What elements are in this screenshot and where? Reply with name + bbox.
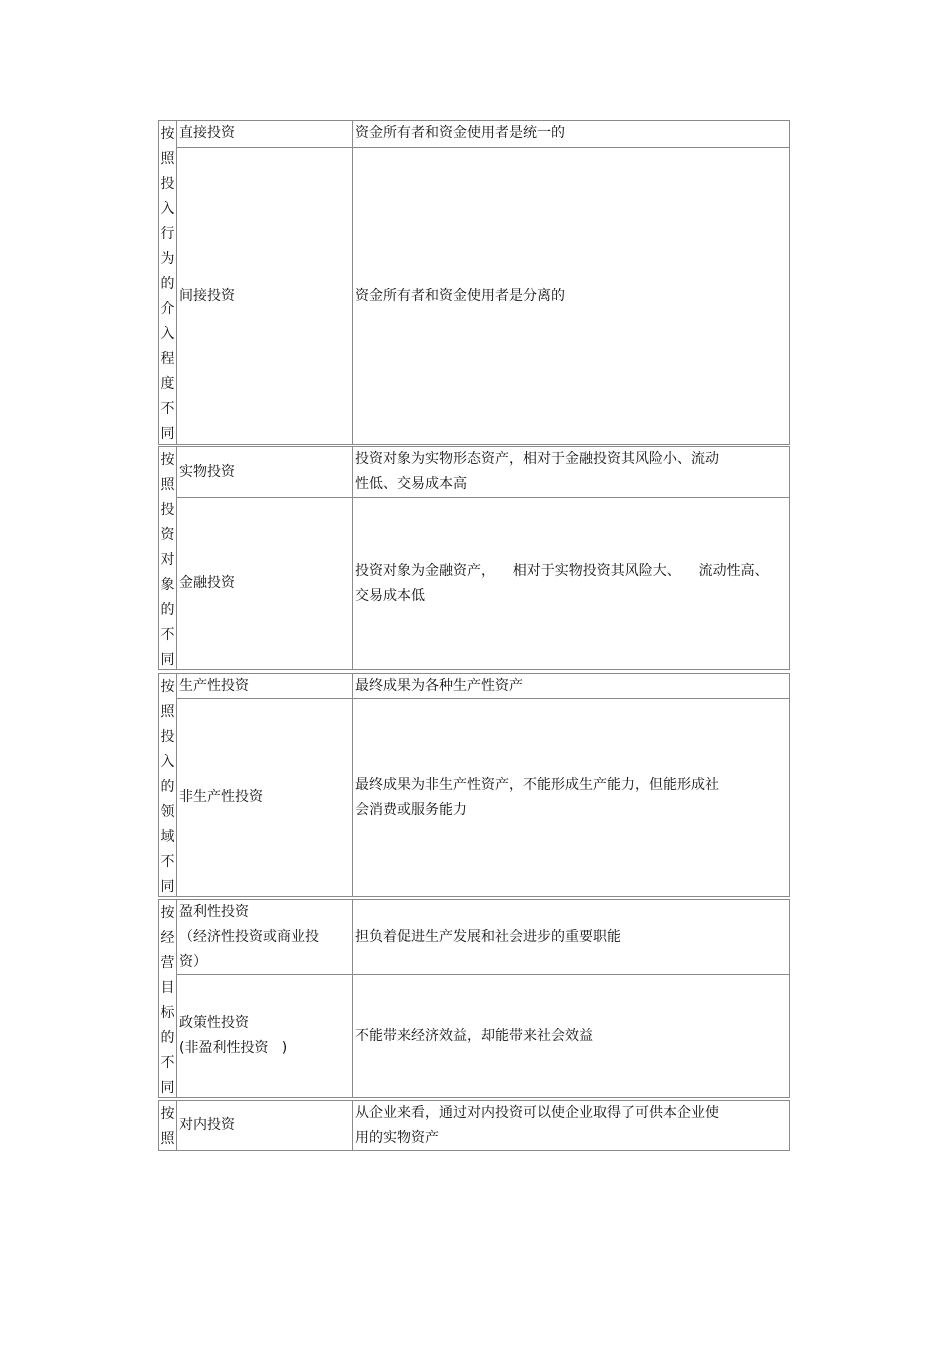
- category-text: [159, 901, 176, 1101]
- category-char: 域: [160, 829, 175, 845]
- category-char: 投: [160, 502, 175, 518]
- category-char: 经: [160, 930, 175, 946]
- type-desc-cell: [352, 1100, 790, 1151]
- category-char: 对: [160, 552, 175, 568]
- type-desc-cell: [352, 147, 790, 445]
- category-char: 按: [160, 452, 175, 468]
- type-desc: 最终成果为各种生产性资产: [355, 678, 523, 694]
- category-char: 按: [160, 679, 175, 695]
- type-name: 直接投资: [179, 125, 235, 141]
- type-desc-cell: [352, 497, 790, 670]
- category-char: 的: [160, 602, 175, 618]
- category-char: 按: [160, 126, 175, 142]
- category-char: 入: [160, 754, 175, 770]
- type-desc-cell: [352, 974, 790, 1098]
- type-desc-cell: [352, 673, 790, 699]
- category-char: 按: [160, 905, 175, 921]
- type-desc-cell: [352, 446, 790, 498]
- type-name-cell: [176, 673, 353, 699]
- type-name-cell: [176, 899, 353, 975]
- type-desc-cell: [352, 698, 790, 897]
- type-name: 金融投资: [179, 575, 235, 591]
- category-char: 的: [160, 1030, 175, 1046]
- category-char: 同: [160, 426, 175, 442]
- category-char: 营: [160, 955, 175, 971]
- category-text: [159, 122, 176, 447]
- category-char: 不: [160, 1055, 175, 1071]
- category-cell: [158, 1100, 177, 1151]
- type-desc: 投资对象为金融资产， 相对于实物投资其风险大、 流动性高、 交易成本低: [355, 562, 769, 604]
- category-char: 同: [160, 652, 175, 668]
- category-char: 资: [160, 527, 175, 543]
- category-char: 不: [160, 401, 175, 417]
- category-char: 同: [160, 879, 175, 895]
- category-char: 度: [160, 376, 175, 392]
- category-char: 照: [160, 1131, 175, 1147]
- category-char: 行: [160, 226, 175, 242]
- category-char: 照: [160, 477, 175, 493]
- type-name-cell: [176, 120, 353, 148]
- type-desc: 不能带来经济效益，却能带来社会效益: [355, 1027, 593, 1044]
- type-name-cell: [176, 698, 353, 897]
- category-char: 领: [160, 804, 175, 820]
- category-char: 的: [160, 276, 175, 292]
- type-name: 非生产性投资: [179, 789, 263, 805]
- category-char: 投: [160, 176, 175, 192]
- category-char: 象: [160, 577, 175, 593]
- type-name-cell: [176, 147, 353, 445]
- category-cell: [158, 120, 177, 445]
- category-char: 为: [160, 251, 175, 267]
- category-char: 标: [160, 1005, 175, 1021]
- type-desc-cell: [352, 899, 790, 975]
- category-cell: [158, 899, 177, 1098]
- type-desc: 资金所有者和资金使用者是分离的: [355, 287, 565, 304]
- category-text: [159, 675, 176, 900]
- category-char: 投: [160, 729, 175, 745]
- type-name: 实物投资: [179, 463, 235, 480]
- category-char: 介: [160, 301, 175, 317]
- category-char: 同: [160, 1080, 175, 1096]
- type-desc: 投资对象为实物形态资产，相对于金融投资其风险小、流动 性低、交易成本高: [355, 451, 719, 492]
- type-name: 生产性投资: [179, 678, 249, 694]
- type-name-cell: [176, 446, 353, 498]
- type-name: 政策性投资 (非盈利性投资 ): [179, 1015, 288, 1056]
- type-name-cell: [176, 1100, 353, 1151]
- category-char: 程: [160, 351, 175, 367]
- category-char: 入: [160, 326, 175, 342]
- type-name: 盈利性投资 （经济性投资或商业投 资）: [179, 903, 319, 970]
- category-char: 入: [160, 201, 175, 217]
- type-name: 间接投资: [179, 287, 235, 304]
- category-char: 照: [160, 704, 175, 720]
- category-char: 照: [160, 151, 175, 167]
- category-char: 按: [160, 1106, 175, 1122]
- category-char: 不: [160, 854, 175, 870]
- type-desc: 最终成果为非生产性资产，不能形成生产能力，但能形成社 会消费或服务能力: [355, 776, 719, 818]
- type-desc-cell: [352, 120, 790, 148]
- type-name-cell: [176, 974, 353, 1098]
- category-char: 不: [160, 627, 175, 643]
- type-name-cell: [176, 497, 353, 670]
- type-desc: 资金所有者和资金使用者是统一的: [355, 125, 565, 141]
- category-text: [159, 448, 176, 673]
- category-char: 目: [160, 980, 175, 996]
- category-cell: [158, 446, 177, 670]
- category-text: [159, 1102, 176, 1152]
- type-desc: 担负着促进生产发展和社会进步的重要职能: [355, 928, 621, 945]
- type-name: 对内投资: [179, 1117, 235, 1133]
- category-char: 的: [160, 779, 175, 795]
- category-cell: [158, 673, 177, 897]
- type-desc: 从企业来看，通过对内投资可以使企业取得了可供本企业使 用的实物资产: [355, 1104, 719, 1146]
